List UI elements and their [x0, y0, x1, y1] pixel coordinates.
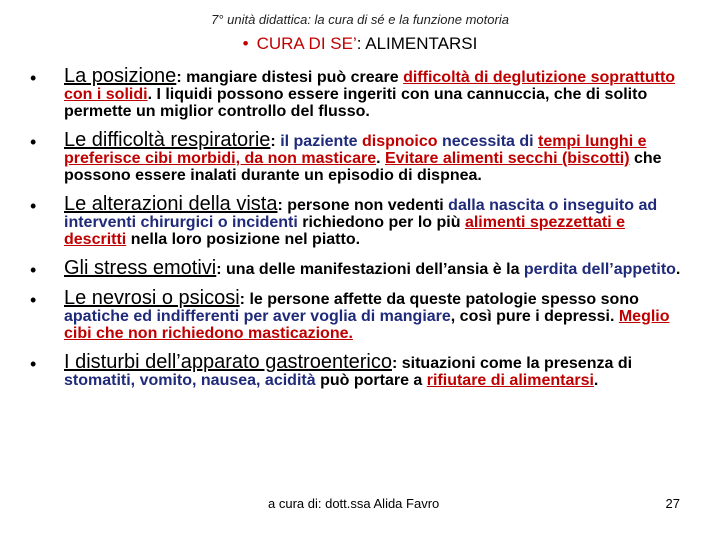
item-heading: I disturbi dell’apparato gastroenterico [64, 351, 392, 373]
item-text: nella loro posizione nel piatto. [126, 231, 361, 248]
item-text: le persone affette da queste patologie spesso sono [249, 291, 639, 308]
bullet-list [28, 65, 688, 401]
item-text: persone non vedenti [287, 197, 449, 214]
footer-author: a cura di: dott.ssa Alida Favro [268, 496, 440, 511]
item-text: . I liquidi possono essere ingeriti con una cannuccia, che di solito permette un miglior controllo del flusso. [64, 86, 648, 120]
item-heading: Le nevrosi o psicosi [64, 287, 240, 309]
list-item-respiratorie [28, 129, 688, 184]
item-emphasis: dispnoico [361, 133, 438, 150]
item-sep: : [391, 355, 402, 372]
list-item-gastro [28, 351, 688, 389]
item-emphasis: dalla nascita o inseguito ad interventi chirurgici o incidenti [64, 197, 658, 231]
item-emphasis: perdita dell’appetito [523, 261, 676, 278]
page-number: 27 [665, 496, 680, 511]
item-text: una delle manifestazioni dell’ansia è la [226, 261, 524, 278]
unit-header: 7° unità didattica: la cura di sé e la funzione motoria [211, 12, 509, 27]
item-text: , così pure i depressi. [450, 308, 619, 325]
bullet-dot: • [30, 196, 37, 216]
list-item-nevrosi [28, 287, 688, 342]
item-text: . [376, 150, 385, 167]
item-emphasis: tempi lunghi e preferisce cibi morbidi, da non masticare [64, 133, 647, 167]
title-rest: : ALIMENTARSI [356, 34, 478, 53]
item-text: può portare a [315, 372, 427, 389]
bullet-dot: • [30, 290, 37, 310]
item-sep: : [270, 133, 281, 150]
slide-title [0, 34, 720, 54]
item-emphasis: rifiutare di alimentarsi [426, 372, 594, 389]
title-main: CURA DI SE’ [256, 34, 357, 53]
item-sep: : [216, 261, 227, 278]
item-emphasis: Evitare alimenti secchi (biscotti) [385, 150, 630, 167]
item-emphasis: alimenti spezzettati e descritti [64, 214, 625, 248]
bullet-dot: • [30, 132, 37, 152]
list-item-stress [28, 257, 688, 280]
item-heading: Le difficoltà respiratorie [64, 129, 271, 151]
item-emphasis: difficoltà di deglutizione soprattutto con i solidi [64, 69, 676, 103]
item-heading: Le alterazioni della vista [64, 193, 278, 215]
item-text: . [675, 261, 681, 278]
item-emphasis: apatiche ed indifferenti per aver voglia di mangiare [64, 308, 451, 325]
bullet-dot: • [30, 354, 37, 374]
item-text: . [593, 372, 599, 389]
bullet-dot: • [30, 260, 37, 280]
item-sep: : [277, 197, 288, 214]
item-heading: La posizione [64, 65, 177, 87]
item-text: mangiare distesi può creare [186, 69, 404, 86]
item-text: necessita di [437, 133, 539, 150]
list-item-posizione [28, 65, 688, 120]
item-text: il paziente [280, 133, 362, 150]
item-text: richiedono per lo più [297, 214, 465, 231]
item-emphasis: Meglio cibi che non richiedono masticazione. [64, 308, 670, 342]
list-item-vista [28, 193, 688, 248]
item-sep: : [176, 69, 187, 86]
title-bullet: • [242, 34, 249, 53]
bullet-dot: • [30, 68, 37, 88]
item-heading: Gli stress emotivi [64, 257, 217, 279]
item-emphasis: stomatiti, vomito, nausea, acidità [64, 372, 316, 389]
item-text: che possono essere inalati durante un episodio di dispnea. [64, 150, 662, 184]
item-sep: : [239, 291, 250, 308]
item-text: situazioni come la presenza di [401, 355, 633, 372]
